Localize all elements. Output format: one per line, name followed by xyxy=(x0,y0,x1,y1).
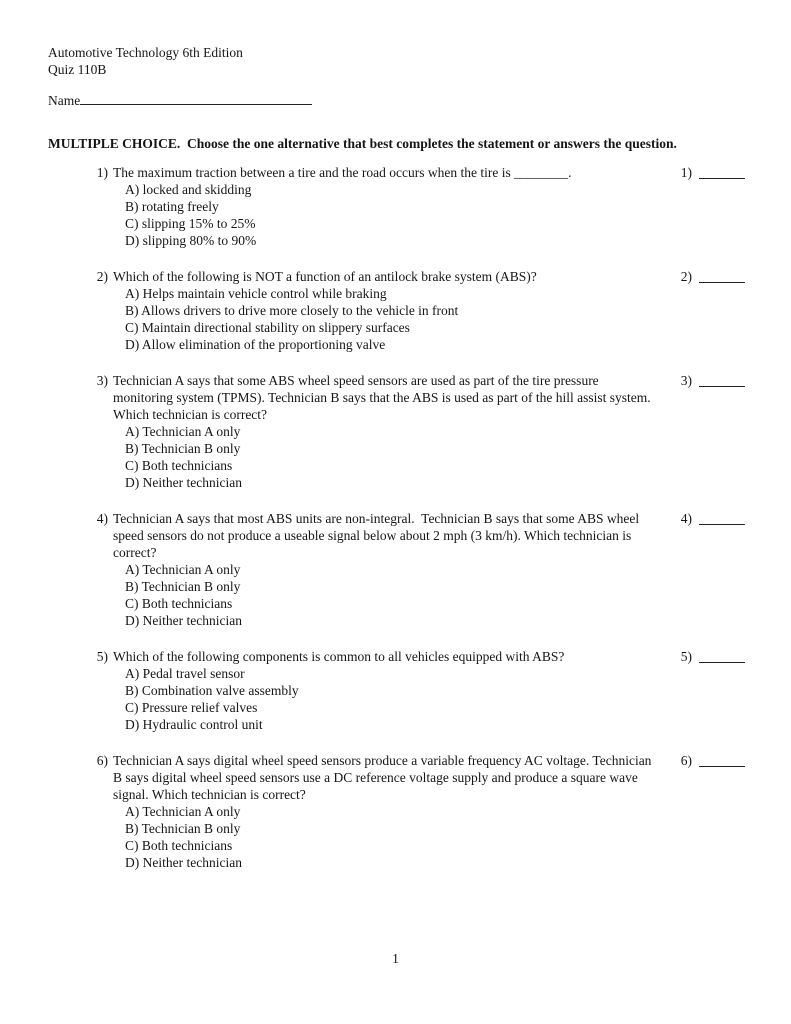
page-number: 1 xyxy=(392,951,399,966)
choice-d: D) Neither technician xyxy=(125,475,242,490)
question-text: Which of the following is NOT a function of an antilock brake system (ABS)? xyxy=(113,269,537,284)
question-number: 5) xyxy=(96,649,108,664)
question-number: 1) xyxy=(96,165,108,180)
question-5 xyxy=(48,648,745,733)
choice-d: D) Hydraulic control unit xyxy=(125,717,263,732)
question-1 xyxy=(48,164,745,249)
question-text: The maximum traction between a tire and the road occurs when the tire is ________. xyxy=(113,165,572,180)
choice-c: C) slipping 15% to 25% xyxy=(125,216,256,231)
choice-a: A) Helps maintain vehicle control while braking xyxy=(125,286,387,301)
answer-slot-4 xyxy=(657,510,745,527)
answer-slot-3 xyxy=(657,372,745,389)
question-number: 3) xyxy=(96,373,108,388)
choice-c: C) Pressure relief valves xyxy=(125,700,258,715)
question-6 xyxy=(48,752,745,871)
answer-slot-6 xyxy=(657,752,745,769)
instructions: MULTIPLE CHOICE. Choose the one alternative that best completes the statement or answers the question. xyxy=(48,136,677,151)
question-4 xyxy=(48,510,745,629)
choice-b: B) Combination valve assembly xyxy=(125,683,299,698)
choice-a: A) Technician A only xyxy=(125,562,241,577)
question-2-choices xyxy=(125,285,657,353)
question-5-main xyxy=(48,648,657,733)
name-row xyxy=(48,91,745,109)
question-1-choices xyxy=(125,181,657,249)
question-1-main xyxy=(48,164,657,249)
answer-number: 1) xyxy=(680,165,692,180)
quiz-number: Quiz 110B xyxy=(48,62,107,77)
choice-d: D) Neither technician xyxy=(125,613,242,628)
choice-a: A) Pedal travel sensor xyxy=(125,666,245,681)
answer-blank-line[interactable] xyxy=(699,513,745,525)
question-2-main xyxy=(48,268,657,353)
answer-number: 4) xyxy=(680,511,692,526)
answer-slot-2 xyxy=(657,268,745,285)
choice-a: A) Technician A only xyxy=(125,804,241,819)
answer-slot-5 xyxy=(657,648,745,665)
choice-c: C) Maintain directional stability on slippery surfaces xyxy=(125,320,410,335)
name-blank-line[interactable] xyxy=(80,91,312,105)
question-4-choices xyxy=(125,561,657,629)
question-number: 6) xyxy=(96,753,108,768)
choice-c: C) Both technicians xyxy=(125,458,233,473)
choice-b: B) Technician B only xyxy=(125,821,241,836)
question-3-main xyxy=(48,372,657,491)
answer-slot-1 xyxy=(657,164,745,181)
answer-blank-line[interactable] xyxy=(699,375,745,387)
answer-blank-line[interactable] xyxy=(699,271,745,283)
question-number: 2) xyxy=(96,269,108,284)
choice-c: C) Both technicians xyxy=(125,596,233,611)
choice-b: B) Technician B only xyxy=(125,441,241,456)
question-6-main xyxy=(48,752,657,871)
answer-number: 6) xyxy=(680,753,692,768)
answer-blank-line[interactable] xyxy=(699,167,745,179)
question-6-choices xyxy=(125,803,657,871)
question-3 xyxy=(48,372,745,491)
choice-b: B) Allows drivers to drive more closely to the vehicle in front xyxy=(125,303,459,318)
question-list xyxy=(48,164,745,871)
question-text: Technician A says that most ABS units are non-integral. Technician B says that some ABS wheel speed sensors do not produce a useable signal below about 2 mph (3 km/h). Which technician is correct? xyxy=(113,511,643,560)
question-number: 4) xyxy=(96,511,108,526)
choice-b: B) Technician B only xyxy=(125,579,241,594)
answer-number: 2) xyxy=(680,269,692,284)
question-5-choices xyxy=(125,665,657,733)
document-title: Automotive Technology 6th Edition xyxy=(48,45,243,60)
question-text: Which of the following components is common to all vehicles equipped with ABS? xyxy=(113,649,565,664)
choice-d: D) Neither technician xyxy=(125,855,242,870)
choice-d: D) slipping 80% to 90% xyxy=(125,233,257,248)
name-label: Name xyxy=(48,93,81,108)
question-4-main xyxy=(48,510,657,629)
choice-a: A) Technician A only xyxy=(125,424,241,439)
answer-number: 3) xyxy=(680,373,692,388)
choice-c: C) Both technicians xyxy=(125,838,233,853)
question-3-choices xyxy=(125,423,657,491)
question-text: Technician A says digital wheel speed sensors produce a variable frequency AC voltage. Technician B says digital wheel speed sensors use a DC reference voltage supply and produce a square wave signal. Which technician is correct? xyxy=(113,753,655,802)
answer-number: 5) xyxy=(680,649,692,664)
choice-b: B) rotating freely xyxy=(125,199,219,214)
question-text: Technician A says that some ABS wheel speed sensors are used as part of the tire pressure monitoring system (TPMS). Technician B says that the ABS is used as part of the hill assist system. Which technician is correct? xyxy=(113,373,654,422)
answer-blank-line[interactable] xyxy=(699,755,745,767)
answer-blank-line[interactable] xyxy=(699,651,745,663)
choice-a: A) locked and skidding xyxy=(125,182,252,197)
choice-d: D) Allow elimination of the proportioning valve xyxy=(125,337,386,352)
question-2 xyxy=(48,268,745,353)
